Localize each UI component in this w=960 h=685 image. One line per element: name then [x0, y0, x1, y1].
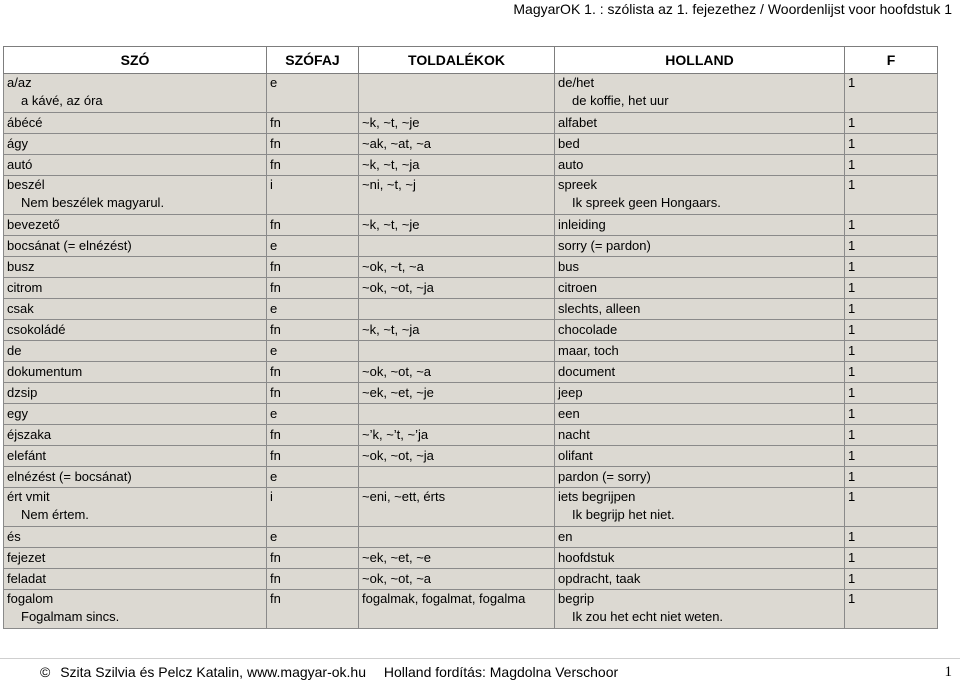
table-row — [4, 446, 938, 467]
cell-suffixes — [359, 215, 555, 236]
suffixes-text: ~k, ~t, ~je — [362, 217, 420, 232]
pos-text: fn — [270, 322, 281, 337]
suffixes-text: ~ek, ~et, ~e — [362, 550, 432, 565]
copyright-icon: © — [40, 664, 51, 680]
dutch-text: een — [558, 406, 580, 421]
f-text: 1 — [848, 259, 856, 274]
dutch-text: iets begrijpen — [558, 489, 636, 504]
cell-f — [845, 134, 938, 155]
table-row — [4, 527, 938, 548]
word-text: fogalom — [7, 591, 54, 606]
cell-f — [845, 488, 938, 527]
f-text: 1 — [848, 427, 856, 442]
cell-pos — [267, 467, 359, 488]
dutch-example-sentence: Ik zou het echt niet weten. — [572, 609, 724, 624]
cell-dutch — [555, 236, 845, 257]
cell-dutch — [555, 590, 845, 629]
column-header-pos: SZÓFAJ — [267, 47, 359, 74]
pos-text: fn — [270, 550, 281, 565]
table-row — [4, 215, 938, 236]
page-number: 1 — [944, 664, 952, 680]
cell-f — [845, 569, 938, 590]
f-text: 1 — [848, 157, 856, 172]
word-text: csak — [7, 301, 34, 316]
cell-suffixes — [359, 278, 555, 299]
pos-text: e — [270, 238, 278, 253]
dutch-text: auto — [558, 157, 584, 172]
dutch-text: alfabet — [558, 115, 598, 130]
footer-translation: Holland fordítás: Magdolna Verschoor — [383, 664, 619, 680]
example-sentence: Nem értem. — [21, 507, 89, 522]
dutch-text: hoofdstuk — [558, 550, 615, 565]
cell-pos — [267, 299, 359, 320]
column-header-dutch: HOLLAND — [555, 47, 845, 74]
cell-pos — [267, 446, 359, 467]
cell-f — [845, 446, 938, 467]
table-row — [4, 383, 938, 404]
cell-pos — [267, 176, 359, 215]
word-text: citrom — [7, 280, 43, 295]
cell-suffixes — [359, 425, 555, 446]
cell-suffixes — [359, 155, 555, 176]
footer-divider — [0, 658, 960, 659]
footer-authors: Szita Szilvia és Pelcz Katalin, www.magyar-ok.hu — [60, 664, 367, 680]
suffixes-text: fogalmak, fogalmat, fogalma — [362, 591, 526, 606]
word-text: ágy — [7, 136, 28, 151]
f-text: 1 — [848, 177, 856, 192]
f-text: 1 — [848, 469, 856, 484]
cell-word — [4, 176, 267, 215]
cell-pos — [267, 590, 359, 629]
cell-f — [845, 176, 938, 215]
cell-word — [4, 215, 267, 236]
word-text: elnézést (= bocsánat) — [7, 469, 132, 484]
pos-text: fn — [270, 364, 281, 379]
cell-f — [845, 590, 938, 629]
dutch-text: inleiding — [558, 217, 606, 232]
cell-suffixes — [359, 569, 555, 590]
table-row — [4, 236, 938, 257]
pos-text: fn — [270, 115, 281, 130]
dutch-text: bus — [558, 259, 579, 274]
cell-dutch — [555, 569, 845, 590]
cell-f — [845, 341, 938, 362]
cell-dutch — [555, 467, 845, 488]
column-header-f: F — [845, 47, 938, 74]
dutch-text: citroen — [558, 280, 598, 295]
cell-dutch — [555, 425, 845, 446]
cell-word — [4, 320, 267, 341]
dutch-text: chocolade — [558, 322, 618, 337]
cell-pos — [267, 320, 359, 341]
word-text: ábécé — [7, 115, 43, 130]
suffixes-text: ~ok, ~ot, ~a — [362, 364, 432, 379]
cell-dutch — [555, 299, 845, 320]
word-text: de — [7, 343, 22, 358]
dutch-text: olifant — [558, 448, 593, 463]
f-text: 1 — [848, 550, 856, 565]
cell-word — [4, 590, 267, 629]
cell-word — [4, 467, 267, 488]
f-text: 1 — [848, 322, 856, 337]
word-text: bevezető — [7, 217, 60, 232]
cell-word — [4, 236, 267, 257]
f-text: 1 — [848, 238, 856, 253]
cell-pos — [267, 257, 359, 278]
cell-word — [4, 425, 267, 446]
cell-suffixes — [359, 548, 555, 569]
dutch-text: jeep — [558, 385, 583, 400]
cell-suffixes — [359, 404, 555, 425]
cell-f — [845, 236, 938, 257]
f-text: 1 — [848, 343, 856, 358]
cell-dutch — [555, 134, 845, 155]
example-sentence: Fogalmam sincs. — [21, 609, 120, 624]
vocabulary-table — [3, 46, 938, 629]
suffixes-text: ~ok, ~ot, ~ja — [362, 280, 434, 295]
cell-suffixes — [359, 113, 555, 134]
page-footer — [40, 664, 956, 680]
cell-word — [4, 569, 267, 590]
word-text: dzsip — [7, 385, 38, 400]
f-text: 1 — [848, 75, 856, 90]
cell-pos — [267, 383, 359, 404]
dutch-text: nacht — [558, 427, 590, 442]
table-row — [4, 299, 938, 320]
suffixes-text: ~ok, ~t, ~a — [362, 259, 424, 274]
f-text: 1 — [848, 115, 856, 130]
cell-dutch — [555, 362, 845, 383]
cell-f — [845, 362, 938, 383]
cell-f — [845, 467, 938, 488]
word-text: fejezet — [7, 550, 46, 565]
dutch-text: slechts, alleen — [558, 301, 641, 316]
cell-word — [4, 278, 267, 299]
pos-text: fn — [270, 385, 281, 400]
suffixes-text: ~k, ~t, ~ja — [362, 322, 420, 337]
cell-word — [4, 257, 267, 278]
cell-pos — [267, 548, 359, 569]
f-text: 1 — [848, 280, 856, 295]
cell-suffixes — [359, 590, 555, 629]
cell-dutch — [555, 383, 845, 404]
cell-word — [4, 113, 267, 134]
table-row — [4, 113, 938, 134]
cell-dutch — [555, 341, 845, 362]
dutch-text: begrip — [558, 591, 595, 606]
cell-word — [4, 155, 267, 176]
cell-dutch — [555, 446, 845, 467]
table-row — [4, 278, 938, 299]
cell-f — [845, 548, 938, 569]
word-text: ért vmit — [7, 489, 50, 504]
cell-f — [845, 425, 938, 446]
cell-pos — [267, 215, 359, 236]
cell-pos — [267, 278, 359, 299]
word-text: a/az — [7, 75, 32, 90]
dutch-text: sorry (= pardon) — [558, 238, 651, 253]
pos-text: fn — [270, 157, 281, 172]
cell-f — [845, 74, 938, 113]
cell-f — [845, 155, 938, 176]
f-text: 1 — [848, 136, 856, 151]
table-row — [4, 548, 938, 569]
table-header-row — [4, 47, 938, 74]
cell-suffixes — [359, 527, 555, 548]
table-row — [4, 320, 938, 341]
pos-text: i — [270, 177, 273, 192]
cell-pos — [267, 404, 359, 425]
dutch-text: maar, toch — [558, 343, 619, 358]
cell-word — [4, 548, 267, 569]
f-text: 1 — [848, 385, 856, 400]
cell-pos — [267, 113, 359, 134]
cell-dutch — [555, 527, 845, 548]
cell-suffixes — [359, 467, 555, 488]
cell-word — [4, 488, 267, 527]
cell-pos — [267, 134, 359, 155]
cell-suffixes — [359, 257, 555, 278]
pos-text: fn — [270, 448, 281, 463]
cell-pos — [267, 527, 359, 548]
cell-dutch — [555, 257, 845, 278]
cell-word — [4, 404, 267, 425]
pos-text: fn — [270, 427, 281, 442]
dutch-text: de/het — [558, 75, 595, 90]
dutch-text: spreek — [558, 177, 598, 192]
table-row — [4, 74, 938, 113]
pos-text: e — [270, 301, 278, 316]
table-row — [4, 590, 938, 629]
table-body — [4, 74, 938, 629]
example-sentence: a kávé, az óra — [21, 93, 103, 108]
pos-text: e — [270, 406, 278, 421]
cell-f — [845, 383, 938, 404]
word-text: feladat — [7, 571, 47, 586]
cell-dutch — [555, 113, 845, 134]
cell-dutch — [555, 488, 845, 527]
word-text: dokumentum — [7, 364, 83, 379]
cell-word — [4, 299, 267, 320]
cell-suffixes — [359, 74, 555, 113]
dutch-example-sentence: Ik begrijp het niet. — [572, 507, 675, 522]
suffixes-text: ~ak, ~at, ~a — [362, 136, 432, 151]
cell-word — [4, 383, 267, 404]
cell-dutch — [555, 176, 845, 215]
cell-suffixes — [359, 176, 555, 215]
table-row — [4, 257, 938, 278]
f-text: 1 — [848, 406, 856, 421]
word-text: bocsánat (= elnézést) — [7, 238, 132, 253]
document-header: MagyarOK 1. : szólista az 1. fejezethez / Woordenlijst voor hoofdstuk 1 — [513, 1, 952, 17]
cell-suffixes — [359, 341, 555, 362]
cell-f — [845, 278, 938, 299]
cell-suffixes — [359, 488, 555, 527]
word-text: éjszaka — [7, 427, 52, 442]
dutch-text: opdracht, taak — [558, 571, 641, 586]
cell-dutch — [555, 278, 845, 299]
table-row — [4, 176, 938, 215]
column-header-suffixes: TOLDALÉKOK — [359, 47, 555, 74]
cell-dutch — [555, 155, 845, 176]
dutch-text: document — [558, 364, 616, 379]
cell-f — [845, 404, 938, 425]
pos-text: fn — [270, 280, 281, 295]
f-text: 1 — [848, 571, 856, 586]
cell-pos — [267, 425, 359, 446]
pos-text: fn — [270, 217, 281, 232]
pos-text: e — [270, 75, 278, 90]
dutch-text: en — [558, 529, 573, 544]
suffixes-text: ~ek, ~et, ~je — [362, 385, 434, 400]
pos-text: e — [270, 469, 278, 484]
example-sentence: Nem beszélek magyarul. — [21, 195, 165, 210]
cell-f — [845, 257, 938, 278]
cell-dutch — [555, 215, 845, 236]
cell-pos — [267, 341, 359, 362]
pos-text: fn — [270, 136, 281, 151]
word-text: egy — [7, 406, 28, 421]
cell-f — [845, 215, 938, 236]
suffixes-text: ~k, ~t, ~ja — [362, 157, 420, 172]
suffixes-text: ~ok, ~ot, ~a — [362, 571, 432, 586]
cell-word — [4, 527, 267, 548]
suffixes-text: ~ni, ~t, ~j — [362, 177, 416, 192]
dutch-example-sentence: de koffie, het uur — [572, 93, 669, 108]
cell-word — [4, 134, 267, 155]
cell-word — [4, 446, 267, 467]
cell-f — [845, 527, 938, 548]
f-text: 1 — [848, 591, 856, 606]
pos-text: fn — [270, 591, 281, 606]
cell-word — [4, 74, 267, 113]
cell-suffixes — [359, 299, 555, 320]
suffixes-text: ~’k, ~’t, ~’ja — [362, 427, 429, 442]
dutch-example-sentence: Ik spreek geen Hongaars. — [572, 195, 721, 210]
table-row — [4, 569, 938, 590]
suffixes-text: ~ok, ~ot, ~ja — [362, 448, 434, 463]
table-row — [4, 467, 938, 488]
cell-pos — [267, 362, 359, 383]
cell-pos — [267, 569, 359, 590]
cell-f — [845, 299, 938, 320]
table-row — [4, 155, 938, 176]
cell-dutch — [555, 548, 845, 569]
f-text: 1 — [848, 301, 856, 316]
word-text: elefánt — [7, 448, 47, 463]
pos-text: fn — [270, 259, 281, 274]
cell-pos — [267, 155, 359, 176]
cell-pos — [267, 236, 359, 257]
cell-suffixes — [359, 134, 555, 155]
f-text: 1 — [848, 217, 856, 232]
f-text: 1 — [848, 364, 856, 379]
word-text: beszél — [7, 177, 45, 192]
word-text: busz — [7, 259, 35, 274]
pos-text: i — [270, 489, 273, 504]
pos-text: fn — [270, 571, 281, 586]
f-text: 1 — [848, 448, 856, 463]
pos-text: e — [270, 343, 278, 358]
f-text: 1 — [848, 489, 856, 504]
cell-suffixes — [359, 236, 555, 257]
cell-f — [845, 320, 938, 341]
table-row — [4, 488, 938, 527]
column-header-word: SZÓ — [4, 47, 267, 74]
cell-pos — [267, 74, 359, 113]
suffixes-text: ~k, ~t, ~je — [362, 115, 420, 130]
table-row — [4, 341, 938, 362]
pos-text: e — [270, 529, 278, 544]
cell-suffixes — [359, 446, 555, 467]
dutch-text: pardon (= sorry) — [558, 469, 651, 484]
cell-dutch — [555, 320, 845, 341]
cell-word — [4, 362, 267, 383]
table-row — [4, 425, 938, 446]
table-row — [4, 362, 938, 383]
cell-word — [4, 341, 267, 362]
table-row — [4, 404, 938, 425]
cell-suffixes — [359, 320, 555, 341]
suffixes-text: ~eni, ~ett, érts — [362, 489, 446, 504]
word-text: csokoládé — [7, 322, 66, 337]
f-text: 1 — [848, 529, 856, 544]
cell-suffixes — [359, 362, 555, 383]
word-text: autó — [7, 157, 33, 172]
table-row — [4, 134, 938, 155]
cell-suffixes — [359, 383, 555, 404]
dutch-text: bed — [558, 136, 580, 151]
cell-pos — [267, 488, 359, 527]
cell-f — [845, 113, 938, 134]
cell-dutch — [555, 404, 845, 425]
cell-dutch — [555, 74, 845, 113]
word-text: és — [7, 529, 21, 544]
